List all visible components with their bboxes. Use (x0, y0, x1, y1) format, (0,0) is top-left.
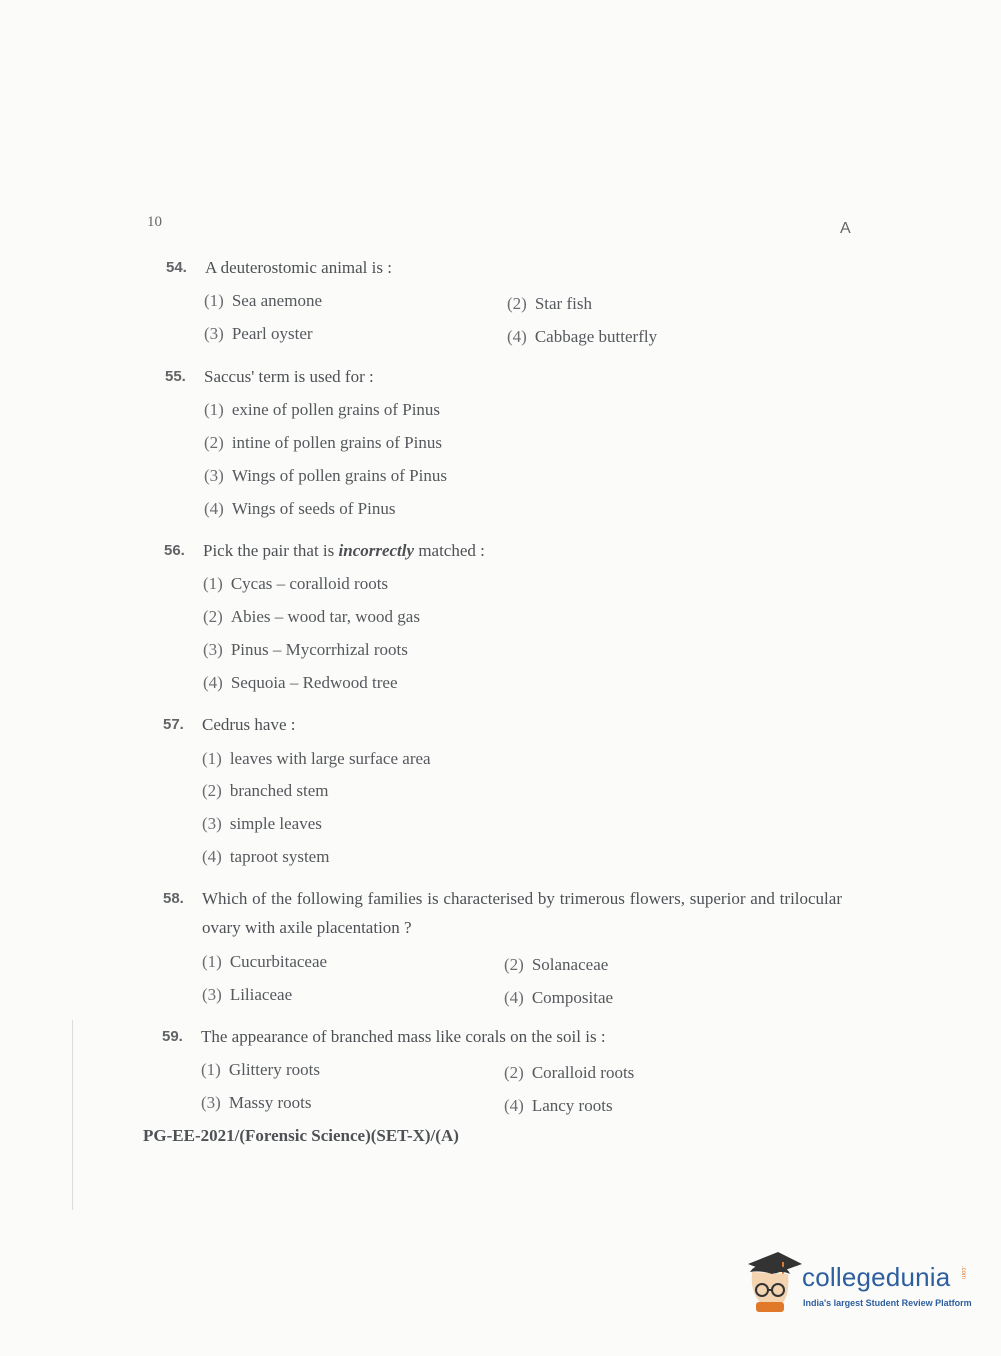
option-55-3 (204, 466, 447, 486)
option-text: branched stem (229, 781, 329, 800)
option-text: Coralloid roots (531, 1063, 635, 1082)
student-mascot-icon (742, 1250, 804, 1314)
option-59-4 (504, 1096, 613, 1116)
option-57-1 (202, 749, 431, 769)
option-56-3 (203, 640, 408, 660)
option-number: (1) (202, 749, 222, 768)
question-text: Saccus' term is used for : (204, 367, 374, 386)
question-text-end: matched : (414, 541, 485, 560)
option-number: (1) (202, 952, 222, 971)
option-text: Compositae (531, 988, 614, 1007)
option-56-1 (203, 574, 388, 594)
option-54-4 (507, 327, 657, 347)
option-number: (2) (202, 781, 222, 800)
option-56-2 (203, 607, 420, 627)
question-text: The appearance of branched mass like corals on the soil is : (201, 1027, 606, 1046)
question-number: 55. (165, 368, 186, 385)
option-number: (2) (204, 433, 224, 452)
option-number: (2) (203, 607, 223, 626)
exam-code-footer: PG-EE-2021/(Forensic Science)(SET-X)/(A) (143, 1126, 459, 1145)
option-text: leaves with large surface area (229, 749, 431, 768)
option-59-1 (201, 1060, 320, 1080)
option-number: (4) (507, 327, 527, 346)
set-letter: A (840, 220, 851, 237)
option-57-4 (202, 847, 329, 867)
option-54-1 (204, 291, 322, 311)
option-text: Sea anemone (231, 291, 322, 310)
option-number: (3) (204, 324, 224, 343)
page-number: 10 (147, 214, 162, 230)
option-number: (1) (203, 574, 223, 593)
scan-margin-line (72, 1020, 73, 1210)
option-number: (1) (204, 400, 224, 419)
option-number: (4) (204, 499, 224, 518)
question-text-start: Pick the pair that is (203, 541, 339, 560)
question-number: 59. (162, 1028, 183, 1045)
option-number: (3) (201, 1093, 221, 1112)
option-55-4 (204, 499, 395, 519)
question-text: A deuterostomic animal is : (205, 258, 392, 277)
option-text: Cucurbitaceae (229, 952, 328, 971)
logo-tagline: India's largest Student Review Platform (803, 1298, 972, 1308)
collegedunia-logo[interactable] (742, 1250, 972, 1314)
emphasis-text: incorrectly (338, 541, 415, 560)
option-56-4 (203, 673, 397, 693)
option-text: Liliaceae (229, 985, 293, 1004)
option-text: intine of pollen grains of Pinus (231, 433, 442, 452)
option-number: (4) (504, 1096, 524, 1115)
option-text: Wings of seeds of Pinus (231, 499, 396, 518)
option-58-1 (202, 952, 327, 972)
option-text: Cycas – coralloid roots (230, 574, 389, 593)
option-54-3 (204, 324, 313, 344)
option-number: (3) (203, 640, 223, 659)
option-number: (2) (507, 294, 527, 313)
option-text: simple leaves (229, 814, 322, 833)
question-text: Cedrus have : (202, 715, 296, 734)
option-text: Wings of pollen grains of Pinus (231, 466, 447, 485)
question-number: 56. (164, 542, 185, 559)
option-text: Abies – wood tar, wood gas (230, 607, 420, 626)
option-59-3 (201, 1093, 311, 1113)
option-57-3 (202, 814, 322, 834)
option-number: (2) (504, 1063, 524, 1082)
question-text (203, 541, 485, 561)
option-text: Star fish (534, 294, 592, 313)
option-text: Sequoia – Redwood tree (230, 673, 398, 692)
option-text: Pinus – Mycorrhizal roots (230, 640, 408, 659)
option-54-2 (507, 294, 592, 314)
option-58-2 (504, 955, 608, 975)
option-text: Pearl oyster (231, 324, 313, 343)
option-text: Solanaceae (531, 955, 609, 974)
question-number: 54. (166, 259, 187, 276)
option-text: Massy roots (228, 1093, 312, 1112)
option-number: (3) (202, 985, 222, 1004)
option-number: (4) (203, 673, 223, 692)
option-57-2 (202, 781, 328, 801)
option-text: Lancy roots (531, 1096, 613, 1115)
option-number: (3) (202, 814, 222, 833)
option-58-3 (202, 985, 292, 1005)
option-number: (1) (204, 291, 224, 310)
option-55-2 (204, 433, 442, 453)
question-text: Which of the following families is characterised by trimerous flowers, superior and trilocular ovary with axile placentation ? (202, 889, 842, 937)
logo-suffix: .com (960, 1266, 966, 1280)
option-text: Cabbage butterfly (534, 327, 658, 346)
option-text: exine of pollen grains of Pinus (231, 400, 441, 419)
option-number: (4) (202, 847, 222, 866)
option-number: (1) (201, 1060, 221, 1079)
question-number: 58. (163, 890, 184, 907)
option-number: (4) (504, 988, 524, 1007)
option-58-4 (504, 988, 613, 1008)
option-text: taproot system (229, 847, 330, 866)
option-number: (3) (204, 466, 224, 485)
logo-wordmark: collegedunia (802, 1262, 951, 1292)
option-text: Glittery roots (228, 1060, 320, 1079)
option-59-2 (504, 1063, 634, 1083)
question-number: 57. (163, 716, 184, 733)
option-55-1 (204, 400, 440, 420)
option-number: (2) (504, 955, 524, 974)
